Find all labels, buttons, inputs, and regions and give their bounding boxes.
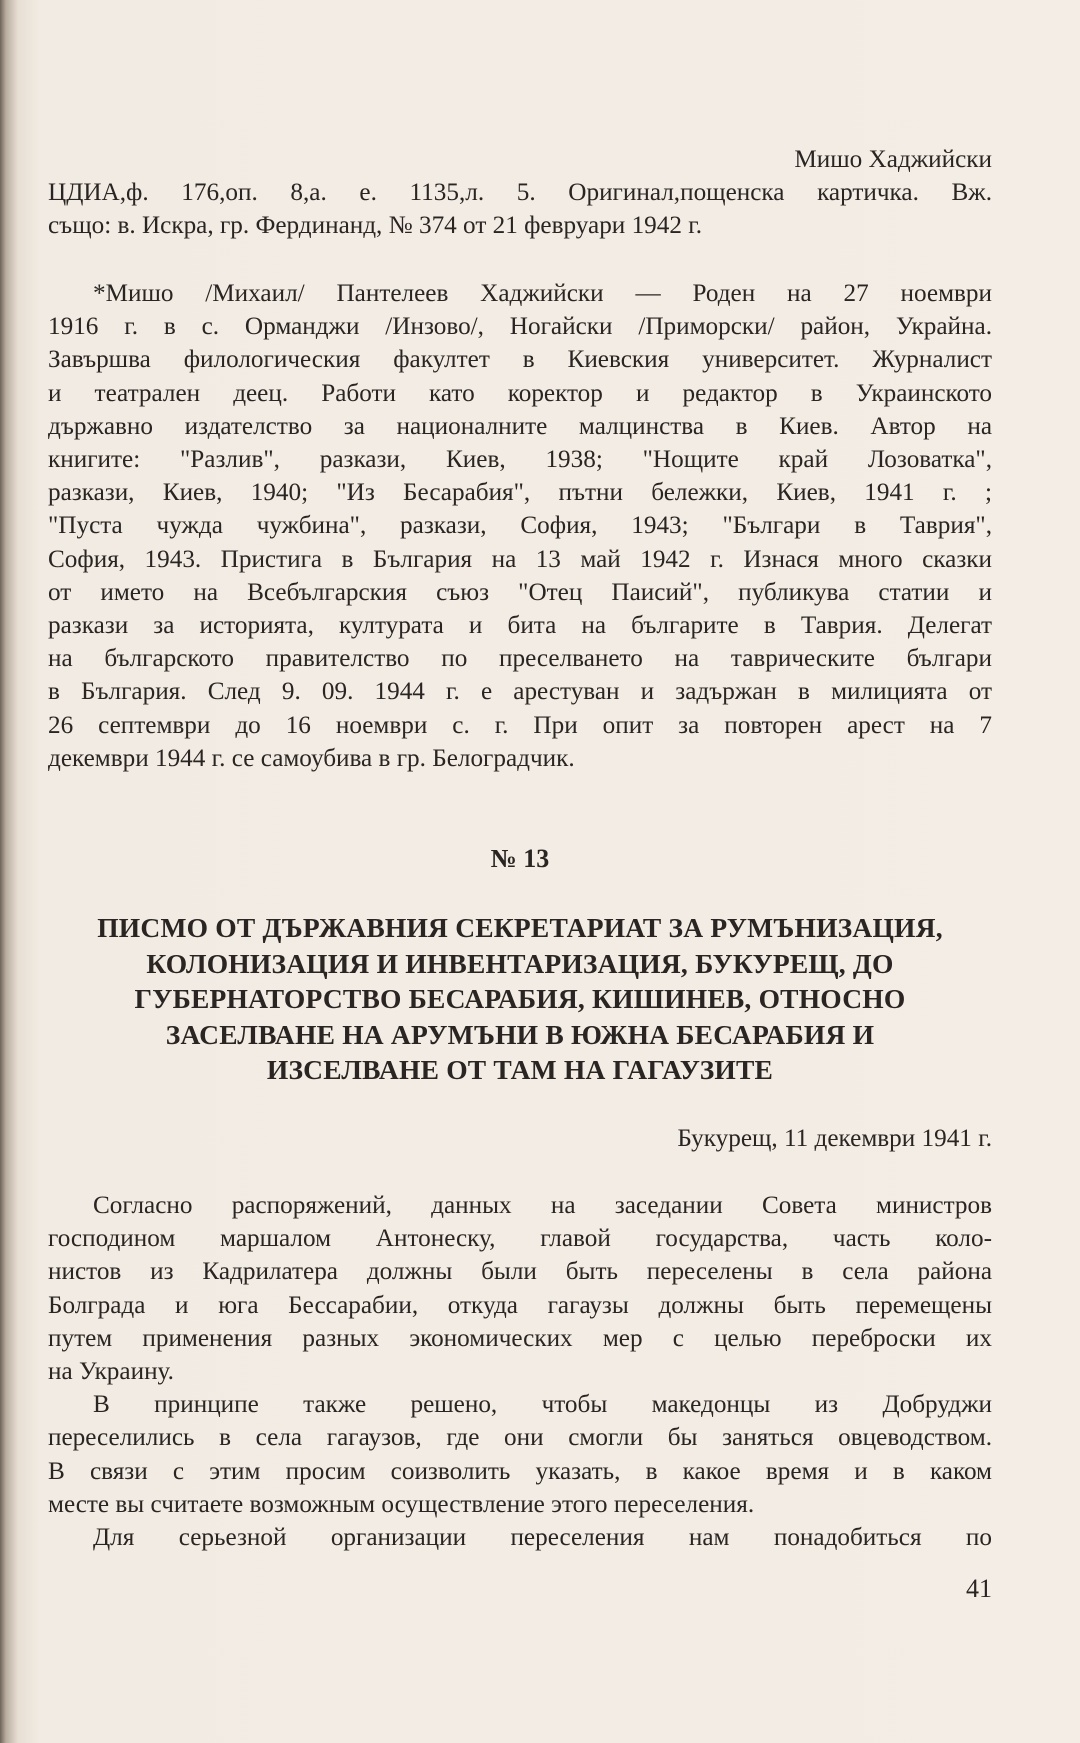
- title-line: ГУБЕРНАТОРСТВО БЕСАРАБИЯ, КИШИНЕВ, ОТНОСНО: [134, 983, 906, 1014]
- body-line: путем применения разных экономических мер с целью переброски их: [48, 1324, 992, 1352]
- bio-line: декември 1944 г. се самоубива в гр. Белоградчик.: [48, 744, 575, 772]
- author-signature: Мишо Хаджийски: [794, 146, 992, 173]
- bio-line: 1916 г. в с. Орманджи /Инзово/, Ногайски /Приморски/ район, Украйна.: [48, 313, 992, 341]
- body-line: нистов из Кадрилатера должны были быть переселены в села района: [48, 1258, 992, 1286]
- bio-line: държавно издателство за националните малцинства в Киев. Автор на: [48, 412, 992, 440]
- bio-line: разкази за историята, културата и бита на българите в Таврия. Делегат: [48, 612, 992, 640]
- source-reference: [48, 176, 992, 242]
- bio-line: в България. След 9. 09. 1944 г. е арестуван и задържан в милицията от: [48, 678, 992, 706]
- bio-line: на българското правителство по преселването на таврическите българи: [48, 645, 992, 673]
- bio-line: София, 1943. Пристига в България на 13 май 1942 г. Изнася много сказки: [48, 545, 992, 573]
- source-line: ЦДИА,ф. 176,оп. 8,а. е. 1135,л. 5. Оригинал,пощенска картичка. Вж.: [48, 179, 992, 206]
- page-number: 41: [966, 1574, 992, 1603]
- place-date: Букурещ, 11 декември 1941 г.: [677, 1125, 992, 1152]
- bio-line: и театрален деец. Работи като коректор и редактор в Украинското: [48, 379, 992, 407]
- letter-body: [48, 1189, 992, 1554]
- title-line: ЗАСЕЛВАНЕ НА АРУМЪНИ В ЮЖНА БЕСАРАБИЯ И: [165, 1018, 875, 1050]
- title-line: ПИСМО ОТ ДЪРЖАВНИЯ СЕКРЕТАРИАТ ЗА РУМЪНИЗАЦИЯ,: [97, 912, 943, 943]
- body-line: В связи с этим просим соизволить указать, в какое время и в каком: [48, 1457, 992, 1485]
- body-line: Для серьезной организации переселения нам понадобиться по: [93, 1524, 992, 1552]
- bio-line: книгите: "Разлив", разкази, Киев, 1938; "Нощите край Лозоватка",: [48, 446, 992, 474]
- body-line: Согласно распоряжений, данных на заседании Совета министров: [93, 1192, 992, 1219]
- document-number: № 13: [490, 844, 550, 873]
- bio-line: разкази, Киев, 1940; "Из Бесарабия", пътни бележки, Киев, 1941 г. ;: [48, 479, 992, 507]
- title-line: ИЗСЕЛВАНЕ ОТ ТАМ НА ГАГАУЗИТЕ: [266, 1054, 774, 1085]
- author-biography: [48, 277, 992, 775]
- body-line: месте вы считаете возможным осуществление этого переселения.: [48, 1490, 755, 1518]
- bio-line: *Мишо /Михаил/ Пантелеев Хаджийски — Роден на 27 ноември: [93, 280, 992, 307]
- bio-line: "Пуста чужда чужбина", разкази, София, 1943; "Българи в Таврия",: [48, 512, 992, 540]
- body-line: Болграда и юга Бессарабии, откуда гагаузы должны быть перемещены: [48, 1291, 992, 1319]
- title-line: КОЛОНИЗАЦИЯ И ИНВЕНТАРИЗАЦИЯ, БУКУРЕЩ, ДО: [146, 947, 894, 979]
- body-line: господином маршалом Антонеску, главой государства, часть коло-: [48, 1225, 992, 1253]
- body-line: переселились в села гагаузов, где они смогли бы заняться овцеводством.: [48, 1424, 992, 1452]
- document-title: [48, 910, 992, 1088]
- bio-line: от името на Всебългарския съюз "Отец Паисий", публикува статии и: [48, 578, 992, 606]
- body-line: В принципе также решено, чтобы македонцы из Добруджи: [93, 1391, 992, 1419]
- source-line: също: в. Искра, гр. Фердинанд, № 374 от 21 февруари 1942 г.: [48, 212, 703, 240]
- body-line: на Украину.: [48, 1358, 174, 1386]
- bio-line: 26 септември до 16 ноември с. г. При опит за повторен арест на 7: [48, 711, 992, 739]
- bio-line: Завършва филологическия факултет в Киевския университет. Журналист: [48, 346, 992, 374]
